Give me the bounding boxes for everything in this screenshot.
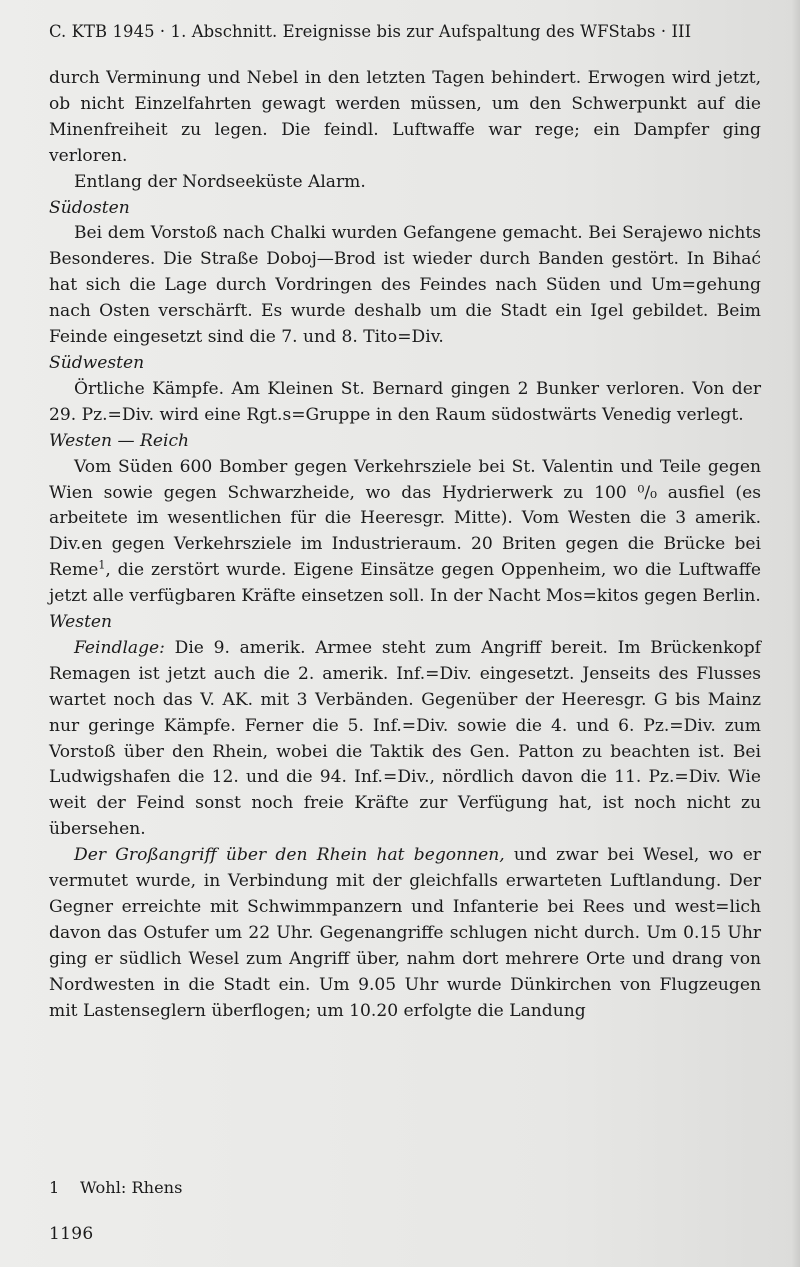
- heading-suedwesten: Südwesten: [49, 352, 145, 373]
- paragraph-westen-reich-part-b: , die zerstört wurde. Eigene Einsätze gegen Oppenheim, wo die Luftwaffe jetzt alle verfügbaren Kräfte einsetzen soll. In der Nacht Mos=kitos gegen Berlin.: [49, 560, 761, 607]
- heading-westen-reich: Westen — Reich: [49, 430, 190, 451]
- running-head: C. KTB 1945 · 1. Abschnitt. Ereignisse bis zur Aufspaltung des WFStabs · III: [49, 22, 692, 41]
- paragraph-grossangriff: [49, 843, 761, 1024]
- paragraph-westen-reich-part-a: Vom Süden 600 Bomber gegen Verkehrsziele bei St. Valentin und Teile gegen Wien sowie gegen Schwarzheide, wo das Hydrierwerk zu 100 ⁰/₀ ausfiel (es arbeitete im wesentlichen für die Heeresgr. Mitte). Vom Westen die 3 amerik. Div.en gegen Verkehrsziele im Industrieraum. 20 Briten gegen die Brücke bei Reme: [49, 456, 761, 581]
- page-edge-shadow: [791, 0, 800, 1267]
- footnote-marker: 1: [98, 558, 106, 572]
- heading-westen: Westen: [49, 612, 113, 633]
- page-number: 1196: [49, 1224, 94, 1244]
- feindlage-label: Feindlage:: [74, 637, 165, 658]
- grossangriff-lead: Der Großangriff über den Rhein hat begonnen,: [74, 845, 505, 866]
- paragraph-nordsee: Entlang der Nordseeküste Alarm.: [74, 171, 366, 192]
- paragraph-suedwesten: Örtliche Kämpfe. Am Kleinen St. Bernard gingen 2 Bunker verloren. Von der 29. Pz.=Div. wird eine Rgt.s=Gruppe in den Raum südostwärts Venedig verlegt.: [49, 378, 761, 425]
- footnote-number: 1: [49, 1178, 60, 1197]
- feindlage-text: Die 9. amerik. Armee steht zum Angriff bereit. Im Brückenkopf Remagen ist jetzt auch die 2. amerik. Inf.=Div. eingesetzt. Jenseits des Flusses wartet noch das V. AK. mit 3 Verbänden. Gegenüber der Heeresgr. G bis Mainz nur geringe Kämpfe. Ferner die 5. Inf.=Div. sowie die 4. und 6. Pz.=Div. zum Vorstoß über den Rhein, wobei die Taktik des Gen. Patton zu beachten ist. Bei Ludwigshafen die 12. und die 94. Inf.=Div., nördlich davon die 11. Pz.=Div. Wie weit der Feind sonst noch freie Kräfte zur Verfügung hat, ist noch nicht zu übersehen.: [49, 637, 761, 840]
- footnote: [49, 1177, 182, 1199]
- footnote-text: Wohl: Rhens: [80, 1178, 183, 1197]
- paragraph-suedosten: Bei dem Vorstoß nach Chalki wurden Gefangene gemacht. Bei Serajewo nichts Besonderes. Die Straße Doboj—Brod ist wieder durch Banden gestört. In Bihać hat sich die Lage durch Vordringen des Feindes nach Süden und Um=gehung nach Osten verschärft. Es wurde deshalb um die Stadt ein Igel gebildet. Beim Feinde eingesetzt sind die 7. und 8. Tito=Div.: [49, 223, 761, 348]
- grossangriff-text: und zwar bei Wesel, wo er vermutet wurde, in Verbindung mit der gleichfalls erwarteten Luftlandung. Der Gegner erreichte mit Schwimmpanzern und Infanterie bei Rees und west=lich davon das Ostufer um 22 Uhr. Gegenangriffe schlugen nicht durch. Um 0.15 Uhr ging er südlich Wesel zum Angriff über, nahm dort mehrere Orte und drang von Nordwesten in die Stadt ein. Um 9.05 Uhr wurde Dünkirchen von Flugzeugen mit Lastenseglern überflogen; um 10.20 erfolgte die Landung: [49, 845, 761, 1021]
- heading-suedosten: Südosten: [49, 197, 130, 218]
- paragraph-feindlage: [49, 636, 761, 843]
- body-text: [49, 66, 761, 1025]
- paragraph-westen-reich: [49, 455, 761, 610]
- paragraph-intro: durch Verminung und Nebel in den letzten Tagen behindert. Erwogen wird jetzt, ob nicht Einzelfahrten gewagt werden müssen, um den Schwerpunkt auf die Minenfreiheit zu legen. Die feindl. Luftwaffe war rege; ein Dampfer ging verloren.: [49, 68, 761, 166]
